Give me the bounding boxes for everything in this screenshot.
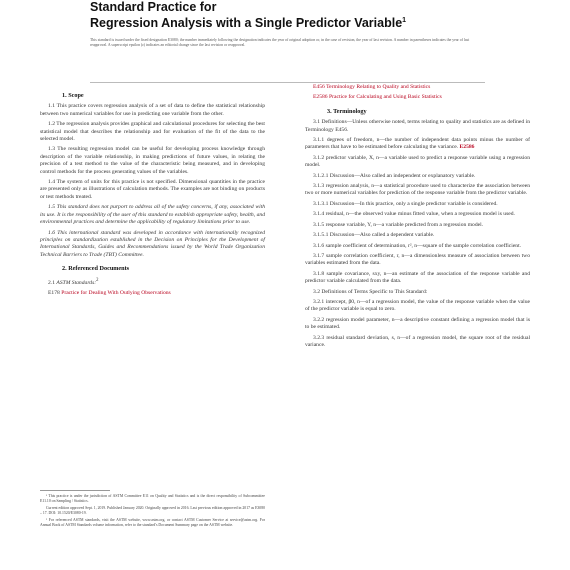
term-text: 3.1.1 degrees of freedom, n—the number of independent data points minus the number of parameters that have to be estimated before calculating the variance. bbox=[305, 137, 530, 151]
right-column bbox=[305, 84, 530, 352]
scope-para: 1.3 The resulting regression model can be useful for developing process knowledge through description of the variable relationship, in making predictions of future values, in relating the precision of a test method to the value of the characteristic being measured, and in developing control methods for the process generating values of the variables. bbox=[40, 146, 265, 175]
term-para: 3.1.5 response variable, Y, n—a variable predicted from a regression model. bbox=[313, 221, 484, 228]
footnote: Current edition approved Sept. 1, 2019. Published January 2020. Originally approved in 2016. Last previous edition approved in 2017 as E3080 – 17. DOI: 10.1520/E3080-19. bbox=[40, 506, 265, 515]
document-title bbox=[90, 0, 550, 30]
left-column bbox=[40, 86, 265, 300]
scope-para: 1.1 This practice covers regression analysis of a set of data to define the statistical relationship between two numerical variables for use in predicting one variable from the other. bbox=[40, 103, 265, 117]
ref-number[interactable]: E456 bbox=[313, 84, 325, 90]
ref-text: ASTM Standards: bbox=[56, 279, 97, 286]
term-para bbox=[305, 137, 530, 152]
footnote: ² For referenced ASTM standards, visit the ASTM website, www.astm.org, or contact ASTM Customer Service at service@astm.org. For Annual Book of ASTM Standards volume information, refer to the standard's Document Summary page on the ASTM website. bbox=[40, 518, 265, 527]
ref-number: 2.1 bbox=[48, 279, 55, 286]
terminology-heading: 3. Terminology bbox=[327, 107, 367, 115]
term-para: 3.2.1 intercept, β0, n—of a regression model, the value of the response variable when the value of the predictor variable is equal to zero. bbox=[305, 298, 530, 313]
ref-number[interactable]: E178 bbox=[48, 289, 60, 296]
footnotes bbox=[40, 494, 265, 530]
ref-number[interactable]: E2586 bbox=[313, 94, 328, 101]
ref-link-text[interactable]: Practice for Calculating and Using Basic Statistics bbox=[329, 94, 442, 101]
ref-item bbox=[40, 277, 265, 287]
ref-link-text[interactable]: Terminology Relating to Quality and Statistics bbox=[326, 84, 431, 90]
term-para: 3.2 Definitions of Terms Specific to This Standard: bbox=[313, 288, 428, 295]
scope-para: 1.6 This international standard was developed in accordance with internationally recognized principles on standardization established in the Decision on Principles for the Development of International Standards, Guides and Recommendations issued by the World Trade Organization Technical Barriers to Trade (TBT) Committee. bbox=[40, 229, 265, 258]
term-para: 3.2.2 regression model parameter, n—a descriptive constant defining a regression model that is to be estimated. bbox=[305, 316, 530, 331]
title-text: Regression Analysis with a Single Predictor Variable bbox=[90, 16, 403, 31]
term-para: 3.2.3 residual standard deviation, s, n—of a regression model, the square root of the residual variance. bbox=[305, 334, 530, 348]
term-para: 3.1.7 sample correlation coefficient, r, n—a dimensionless measure of association between two variables estimated from the data. bbox=[305, 252, 530, 267]
term-para: 3.1.3 regression analysis, n—a statistical procedure used to characterize the association between two or more numerical variables for prediction of the response variable from the predictor variable. bbox=[305, 183, 530, 197]
title-line-2 bbox=[90, 14, 550, 30]
term-para: 3.1.5.1 Discussion—Also called a dependent variable. bbox=[313, 232, 435, 239]
term-para: 3.1.8 sample covariance, sxy, n—an estimate of the association of the response variable and predictor variable calculated from the data. bbox=[305, 270, 530, 285]
ref-item-link[interactable] bbox=[305, 84, 530, 91]
scope-para: 1.4 The system of units for this practice is not specified. Dimensional quantities in the practice are presented only as illustrations of calculation methods. The examples are not binding on products or test methods treated. bbox=[40, 179, 265, 200]
ref-item-link[interactable] bbox=[305, 94, 530, 101]
title-line-1: Standard Practice for bbox=[90, 0, 217, 14]
term-para: 3.1.2 predictor variable, X, n—a variable used to predict a response variable using a regression model. bbox=[305, 154, 530, 169]
term-para: 3.1.6 sample coefficient of determination, r², n—square of the sample correlation coefficient. bbox=[313, 242, 522, 249]
ref-item-link[interactable] bbox=[40, 290, 265, 297]
term-para: 3.1.4 residual, n—the observed value minus fitted value, when a regression model is used. bbox=[313, 211, 515, 218]
scope-para: 1.2 The regression analysis provides graphical and calculational procedures for selecting the best statistical model that describes the relationship and for evaluation of the fit of the data to the selected model. bbox=[40, 121, 265, 143]
footnote-divider bbox=[40, 490, 110, 491]
referenced-documents-heading: 2. Referenced Documents bbox=[62, 265, 130, 273]
header-divider bbox=[90, 82, 485, 83]
redline-tag[interactable]: E2586 bbox=[459, 144, 475, 151]
title-footnote-marker: 1 bbox=[402, 17, 407, 24]
ref-footnote-marker: 2 bbox=[96, 277, 99, 283]
footnote: ¹ This practice is under the jurisdiction of ASTM Committee E11 on Quality and Statistics and is the direct responsibility of Subcommittee E11.10 on Sampling / Statistics. bbox=[40, 494, 265, 503]
scope-heading: 1. Scope bbox=[62, 92, 84, 99]
term-para: 3.1.2.1 Discussion—Also called an independent or explanatory variable. bbox=[313, 172, 476, 179]
ref-link-text[interactable]: Practice for Dealing With Outlying Observations bbox=[61, 289, 171, 296]
preamble-text: This standard is issued under the fixed designation E3080; the number immediately following the designation indicates the year of original adoption or, in the case of revision, the year of last revision. A number in parentheses indicates the year of last reapproval. A superscript epsilon (ε) indicates an editorial change since the last revision or reapproval. bbox=[90, 38, 470, 48]
term-para: 3.1.3.1 Discussion—In this practice, only a single predictor variable is considered. bbox=[313, 200, 498, 207]
scope-para: 1.5 This standard does not purport to address all of the safety concerns, if any, associated with its use. It is the responsibility of the user of this standard to establish appropriate safety, health, and environmental practices and determine the applicability of regulatory limitations prior to use. bbox=[40, 204, 265, 226]
term-para: 3.1 Definitions—Unless otherwise noted, terms relating to quality and statistics are as defined in Terminology E456. bbox=[305, 119, 530, 133]
